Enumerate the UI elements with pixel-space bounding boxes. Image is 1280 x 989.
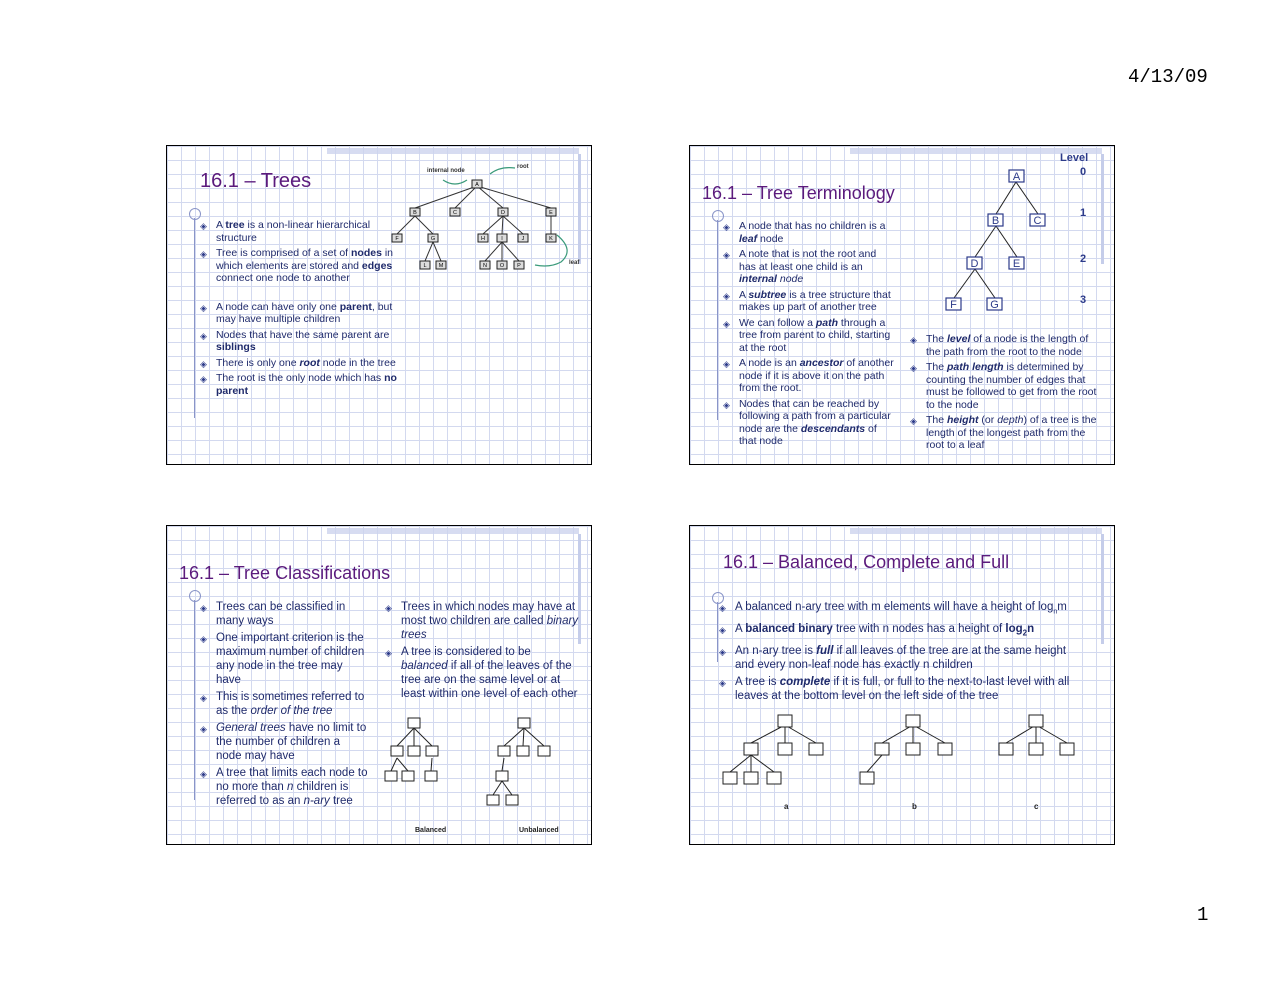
- root-label: root: [517, 164, 529, 170]
- slide-title: 16.1 – Tree Terminology: [702, 183, 895, 203]
- diamond-bullet-icon: ◈: [723, 290, 730, 301]
- bullet-text: A: [216, 219, 226, 231]
- bullet-text: height: [947, 414, 979, 426]
- tree-node-box: [906, 743, 920, 755]
- bullet-text: node in the tree: [319, 356, 396, 369]
- slide-top-band: [327, 148, 579, 154]
- level-number: 1: [1080, 207, 1087, 219]
- bullet-text: A tree is: [735, 675, 780, 688]
- bullet-text: internal: [739, 273, 777, 285]
- bullet-text: balanced binary: [745, 623, 833, 636]
- bullet-item: [198, 721, 368, 763]
- bullet-text: Tree is comprised of a set of: [216, 247, 351, 259]
- tree-node-box: [408, 746, 420, 756]
- bullet-text: tree with n nodes has a height of: [832, 623, 1006, 636]
- tree-node-label: G: [990, 298, 999, 311]
- bullet-text: 2: [1022, 628, 1028, 638]
- tree-diagram: [385, 158, 585, 283]
- bullet-text: nodes: [351, 247, 382, 259]
- slide-tree-terminology: [689, 145, 1115, 465]
- tree-node-label: K: [549, 235, 553, 242]
- bullet-item: [198, 690, 368, 718]
- bullet-text: descendants: [800, 422, 866, 435]
- bullet-text: no parent: [216, 372, 397, 397]
- slide-balanced-complete-full: [689, 525, 1115, 845]
- tree-node-box: [875, 743, 889, 755]
- tree-node-box: [809, 743, 823, 755]
- tree-node-box: [402, 771, 414, 781]
- level-number: 3: [1080, 294, 1087, 306]
- bullet-text: The: [926, 333, 948, 345]
- bullet-text: depth: [997, 414, 1024, 426]
- bullet-text: tree: [225, 219, 245, 231]
- slide-trees: [166, 145, 592, 465]
- bullet-item: [717, 675, 1087, 703]
- bullet-list-left: [721, 220, 896, 451]
- tree-node-box: [1029, 715, 1043, 727]
- bullet-text: A tree is considered to be: [401, 646, 531, 658]
- bullet-text: One important criterion is the maximum number of children any node in the tree may have: [216, 632, 365, 686]
- bullet-text: A: [735, 623, 746, 636]
- bullet-item: [198, 372, 398, 397]
- tree-node-box: [391, 746, 403, 756]
- bullet-text: n: [1053, 608, 1058, 616]
- diamond-bullet-icon: ◈: [719, 646, 726, 657]
- bullet-text: is a tree structure that makes up part of another tree: [739, 288, 891, 313]
- diamond-bullet-icon: ◈: [200, 221, 207, 231]
- bullet-item: [721, 357, 896, 395]
- diamond-bullet-icon: ◈: [385, 603, 392, 613]
- slide-title: 16.1 – Trees: [200, 170, 312, 192]
- diamond-bullet-icon: ◈: [723, 222, 730, 232]
- bullet-text: parent: [339, 300, 372, 313]
- bullet-text: There is only one: [216, 356, 300, 369]
- tree-node-label: I: [501, 235, 503, 242]
- diamond-bullet-icon: ◈: [723, 318, 730, 329]
- bullet-spacer: [198, 288, 398, 298]
- bullet-item: [908, 414, 1104, 452]
- tree-node-label: H: [481, 235, 485, 242]
- tree-node-box: [385, 771, 397, 781]
- tree-node-label: L: [423, 262, 427, 269]
- diamond-bullet-icon: ◈: [910, 335, 917, 345]
- tree-node-box: [1029, 743, 1043, 755]
- bullet-item: [908, 361, 1104, 411]
- bullet-text: if all leaves of the tree are at the same height and every non-leaf node has exactly n children: [735, 644, 1067, 671]
- diamond-bullet-icon: ◈: [719, 603, 726, 613]
- diamond-bullet-icon: ◈: [200, 330, 207, 341]
- tree-node-label: G: [430, 235, 436, 242]
- diamond-bullet-icon: ◈: [910, 363, 917, 373]
- tree-node-box: [538, 746, 550, 756]
- diamond-bullet-icon: ◈: [200, 724, 207, 734]
- tree-node-label: D: [501, 209, 505, 216]
- bullet-item: [721, 317, 896, 355]
- bullet-text: A node that has no children is a: [739, 220, 886, 232]
- bullet-text: A: [739, 288, 749, 301]
- tree-example-label: c: [1034, 802, 1039, 811]
- bullet-item: [198, 329, 398, 354]
- slide-right-band: [1101, 534, 1104, 644]
- bullet-text: children is referred to as an: [216, 781, 349, 807]
- bullet-text: is a non-linear hierarchical structure: [216, 219, 371, 244]
- bullet-text: siblings: [216, 341, 256, 353]
- tree-node-box: [487, 795, 499, 805]
- tree-node-label: C: [453, 209, 457, 216]
- tree-node-label: E: [1012, 257, 1021, 270]
- diamond-bullet-icon: ◈: [200, 634, 207, 644]
- tree-node-label: F: [950, 298, 957, 311]
- bullet-text: edges: [361, 259, 393, 272]
- bullet-item: [198, 357, 398, 370]
- bullet-text: tree: [329, 795, 353, 807]
- bullet-item: [717, 644, 1087, 672]
- page-number: 1: [1197, 904, 1209, 926]
- diamond-bullet-icon: ◈: [385, 648, 392, 658]
- decor-line: [194, 218, 195, 418]
- bullet-text: An n-ary tree is: [735, 644, 817, 657]
- leaf-label: leaf: [569, 260, 580, 266]
- tree-node-box: [518, 718, 530, 728]
- bullet-text: n: [1027, 623, 1035, 636]
- bullet-item: [717, 600, 1087, 619]
- tree-node-box: [425, 771, 437, 781]
- bullet-text: A tree that limits each node to no more than: [216, 767, 368, 793]
- tree-node-box: [517, 746, 529, 756]
- bullet-text: A balanced n-ary tree with m elements will have a height of log: [735, 601, 1054, 613]
- bullet-text: The: [926, 414, 948, 426]
- tree-node-box: [860, 772, 874, 784]
- slide-top-band: [327, 528, 579, 534]
- bullet-item: [198, 631, 368, 687]
- bullet-text: A node is an: [739, 357, 800, 369]
- bullet-item: [721, 289, 896, 314]
- slide-tree-classifications: [166, 525, 592, 845]
- bullet-text: balanced: [401, 660, 448, 672]
- bullet-text: Nodes that have the same parent are: [216, 328, 390, 341]
- diamond-bullet-icon: ◈: [200, 358, 207, 369]
- bullet-text: The root is the only node which has: [216, 372, 385, 384]
- tree-node-label: B: [413, 209, 417, 216]
- bullet-text: of a node is the length of the path from the root to the node: [926, 333, 1089, 358]
- diamond-bullet-icon: ◈: [200, 249, 207, 259]
- bullet-item: [198, 219, 398, 244]
- bullet-text: Trees can be classified in many ways: [216, 601, 346, 627]
- tree-node-box: [498, 746, 510, 756]
- bullet-text: of that node: [739, 422, 877, 447]
- tree-node-box: [744, 772, 758, 784]
- bullet-list-right: [908, 333, 1104, 455]
- tree-node-label: C: [1033, 214, 1042, 227]
- tree-node-box: [999, 743, 1013, 755]
- tree-node-box: [496, 771, 508, 781]
- tree-node-label: E: [549, 209, 553, 216]
- tree-node-box: [744, 743, 758, 755]
- tree-node-label: N: [483, 262, 487, 269]
- level-header: Level: [1060, 152, 1089, 164]
- tree-node-label: J: [521, 235, 525, 242]
- bullet-text: n: [286, 781, 294, 793]
- bullet-text: path: [815, 316, 839, 329]
- bullet-text: leaf: [739, 232, 758, 245]
- diamond-bullet-icon: ◈: [200, 693, 207, 703]
- decor-line: [717, 220, 718, 420]
- bullet-text: m: [1057, 601, 1067, 613]
- bullet-text: path length: [947, 361, 1004, 373]
- bullet-item: [721, 398, 896, 448]
- bullet-text: , but may have multiple children: [216, 300, 393, 325]
- bullet-text: General trees: [216, 722, 286, 734]
- tree-node-label: D: [970, 257, 979, 270]
- bullet-item: [717, 622, 1087, 640]
- balanced-label: Balanced: [415, 827, 447, 834]
- bullet-text: (or: [978, 414, 998, 426]
- level-number: 2: [1080, 253, 1087, 265]
- bullet-text: A node can have only one: [216, 300, 340, 313]
- tree-example-label: a: [784, 802, 789, 811]
- diamond-bullet-icon: ◈: [200, 603, 207, 613]
- bullet-text: ancestor: [799, 357, 844, 369]
- diamond-bullet-icon: ◈: [200, 769, 207, 779]
- bullet-text: of another node if it is above it on the path from the root.: [739, 357, 894, 394]
- bullet-text: This is sometimes referred to as the: [216, 691, 365, 717]
- diamond-bullet-icon: ◈: [200, 302, 207, 313]
- bullet-item: [908, 333, 1104, 358]
- tree-node-box: [938, 743, 952, 755]
- bullet-text: root: [299, 356, 320, 369]
- bullet-item: [383, 645, 579, 701]
- bullet-text: binary trees: [401, 615, 579, 641]
- tree-node-box: [426, 746, 438, 756]
- tree-node-label: A: [1012, 170, 1021, 183]
- tree-node-box: [1060, 743, 1074, 755]
- level-tree-diagram: [940, 148, 1112, 316]
- bullet-text: Nodes that can be reached by following a path from a particular node are the: [739, 397, 891, 435]
- bullet-item: [198, 247, 398, 285]
- slide-title: 16.1 – Tree Classifications: [179, 563, 391, 583]
- bullet-text: subtree: [748, 288, 787, 301]
- tree-node-label: A: [475, 181, 479, 188]
- balanced-unbalanced-diagram: [382, 716, 582, 836]
- bullet-text: have no limit to the number of children a node may have: [216, 722, 367, 762]
- tree-node-box: [778, 715, 792, 727]
- unbalanced-label: Unbalanced: [519, 827, 559, 834]
- diamond-bullet-icon: ◈: [719, 625, 726, 636]
- tree-node-label: F: [395, 235, 399, 242]
- bullet-text: complete: [779, 675, 831, 688]
- level-number: 0: [1080, 166, 1087, 178]
- tree-node-label: P: [517, 262, 521, 269]
- tree-node-box: [408, 718, 420, 728]
- bullet-item: [198, 301, 398, 326]
- tree-node-label: O: [499, 262, 505, 269]
- bullet-text: if all of the leaves of the tree are on the same level or at least within one level of each other: [401, 660, 578, 700]
- diamond-bullet-icon: ◈: [910, 416, 917, 426]
- bullet-text: is determined by counting the number of edges that must be followed to get from the root to the node: [926, 361, 1097, 411]
- tree-node-label: M: [438, 262, 444, 269]
- diamond-bullet-icon: ◈: [723, 399, 730, 410]
- bullet-text: level: [947, 333, 971, 345]
- bullet-text: Trees in which nodes may have at most two children are called: [401, 601, 576, 627]
- tree-examples-diagram: [710, 711, 1100, 816]
- bullet-text: node: [776, 273, 804, 285]
- tree-node-box: [506, 795, 518, 805]
- tree-node-label: B: [991, 214, 1000, 227]
- bullet-list-right: [383, 600, 579, 704]
- bullet-item: [198, 766, 368, 808]
- tree-node-box: [778, 743, 792, 755]
- decor-line: [194, 600, 195, 800]
- bullet-text: node: [757, 232, 784, 245]
- bullet-text: ) of a tree is the length of the longest path from the root to a leaf: [926, 414, 1097, 451]
- bullet-list-left: [198, 600, 368, 811]
- tree-node-box: [767, 772, 781, 784]
- bullet-item: [198, 600, 368, 628]
- bullet-text: n-ary: [303, 795, 330, 807]
- bullet-item: [383, 600, 579, 642]
- bullet-item: [721, 248, 896, 286]
- slide-top-band: [850, 528, 1102, 534]
- diamond-bullet-icon: ◈: [200, 374, 207, 384]
- bullet-text: We can follow a: [739, 316, 816, 329]
- diamond-bullet-icon: ◈: [723, 250, 730, 260]
- bullet-item: [721, 220, 896, 245]
- tree-node-box: [723, 772, 737, 784]
- bullet-text: A note that is not the root and has at least one child is an: [739, 248, 877, 273]
- bullet-text: order of the tree: [250, 705, 333, 717]
- bullet-text: in which elements are stored and: [216, 247, 394, 272]
- page-date: 4/13/09: [1128, 66, 1208, 88]
- tree-example-label: b: [912, 802, 917, 811]
- bullet-text: connect one node to another: [216, 272, 350, 284]
- bullet-text: through a tree from parent to child, starting at the root: [739, 316, 891, 354]
- bullet-text: log: [1005, 623, 1023, 636]
- diamond-bullet-icon: ◈: [723, 359, 730, 369]
- slide-title: 16.1 – Balanced, Complete and Full: [723, 552, 1010, 572]
- bullet-text: full: [816, 644, 834, 657]
- bullet-text: if it is full, or full to the next-to-last level with all leaves at the bottom level on the left side of the tree: [735, 675, 1070, 702]
- bullet-text: The: [926, 361, 948, 373]
- diamond-bullet-icon: ◈: [719, 677, 726, 688]
- internal-node-label: internal node: [427, 168, 465, 174]
- bullet-list: [198, 219, 398, 400]
- tree-node-box: [906, 715, 920, 727]
- bullet-list: [717, 600, 1087, 706]
